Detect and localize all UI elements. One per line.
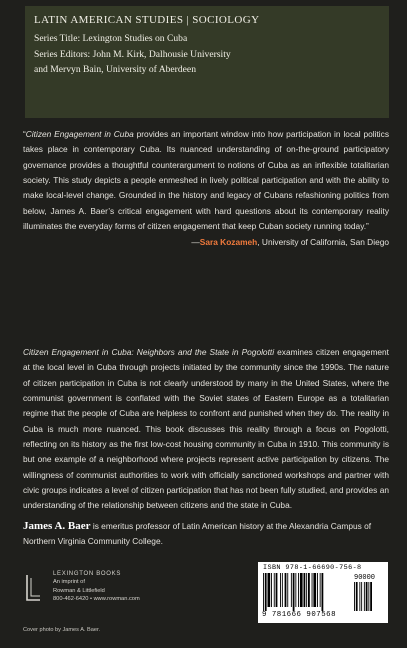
- cover-photo-credit: Cover photo by James A. Baer.: [23, 627, 101, 633]
- barcode-digits: 9 781666 907568: [262, 611, 337, 619]
- publisher-brand: LEXINGTON BOOKS: [53, 571, 122, 577]
- author-bio: [23, 519, 389, 550]
- endorsement-body: provides an important window into how participation in local politics takes place in contemporary Cuba. Its nuanced understanding of on-the-ground participatory governance provides a thoughtful counterargument to notions of Cuba as an inflexible totalitarian society. This study depicts a people enmeshed in lively political participation and with the ability to make local-level change. Grounded in the history and legacy of Cubans refashioning politics from below, James A. Baer’s critical engagement with hard questions about its contemporary reality illuminates the everyday forms of citizen engagement that keep Cuban society running today.”: [23, 129, 390, 232]
- publisher-contact: 800-462-6420 • www.rowman.com: [53, 596, 140, 603]
- price-code-text: 90000: [354, 574, 376, 582]
- series-info-box: [25, 6, 389, 118]
- series-editors-line-1: Series Editors: John M. Kirk, Dalhousie University: [34, 48, 231, 60]
- endorsement-attribution: [23, 235, 389, 250]
- description-text: [23, 345, 389, 514]
- book-description: [23, 345, 389, 514]
- open-quote: “: [23, 129, 26, 139]
- publisher-parent: Rowman & Littlefield: [53, 587, 105, 594]
- description-body: examines citizen engagement at the local level in Cuba through projects initiated by the community since the 1990s. The nature of citizen participation in Cuba is not clearly understood by many in the United States, where the communist government is conflated with the Soviet states of Eastern Europe as a totalitarian regime that the people of Cuba are helpless to confront and punished when they do. The reality in Cuba is much more nuanced. This book discusses this reality through a focus on Pogolotti, reflecting on its history as the first low-cost housing community in Cuba in 1910. This community is but one example of a neighborhood where projects represent active participation by citizens. The willingness of communist authorities to work with officially sanctioned workshops and partner with civic groups indicates a level of citizen participation that has not been fully studied, and provides an understanding of the relationship between citizens and the state in Cuba.: [23, 347, 389, 511]
- reviewer-name: Sara Kozameh: [199, 237, 258, 248]
- author-name: James A. Baer: [23, 520, 91, 532]
- publisher-text: [53, 570, 140, 604]
- description-book-title: Citizen Engagement in Cuba: Neighbors and the State in Pogolotti: [23, 347, 275, 357]
- endorsement-book-title: Citizen Engagement in Cuba: [25, 129, 134, 139]
- reviewer-affiliation: , University of California, San Diego: [257, 237, 389, 248]
- series-editors-line-2: and Mervyn Bain, University of Aberdeen: [34, 64, 196, 75]
- barcode-bars: [262, 573, 384, 611]
- subject-heading: LATIN AMERICAN STUDIES | SOCIOLOGY: [34, 14, 260, 26]
- barcode: [258, 562, 388, 623]
- isbn-text: ISBN 978-1-66690-756-8: [263, 564, 362, 572]
- author-bio-text: is emeritus professor of Latin American history at the Alexandria Campus of Northern Virginia Community College.: [23, 521, 372, 547]
- publisher-logo-icon: [23, 574, 43, 604]
- endorsement-text: [23, 127, 389, 234]
- publisher-imprint-line: An imprint of: [53, 579, 85, 586]
- endorsement: [23, 127, 389, 251]
- publisher-block: [23, 570, 213, 630]
- attribution-dash: —: [191, 237, 200, 248]
- series-title: Series Title: Lexington Studies on Cuba: [34, 33, 188, 44]
